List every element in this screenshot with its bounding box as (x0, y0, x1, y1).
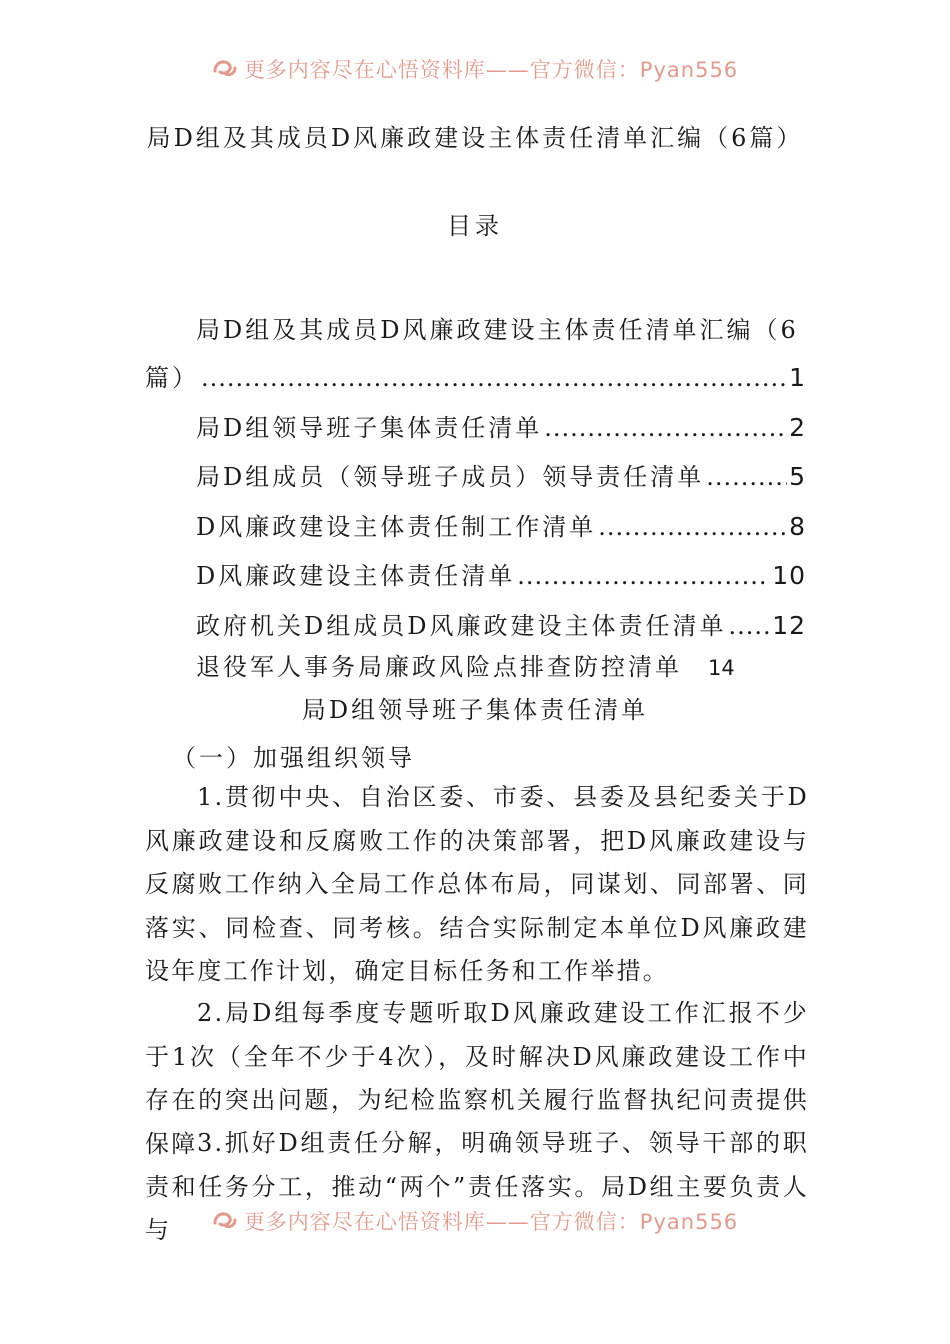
watermark-text: 更多内容尽在心悟资料库——官方微信：Pyan556 (243, 1210, 739, 1234)
toc-entry-label: D风廉政建设主体责任制工作清单 (196, 513, 597, 541)
toc-leader-dots (706, 463, 787, 491)
toc-entry-1-line2[interactable] (145, 358, 806, 393)
brand-logo-icon (212, 1207, 238, 1238)
toc-heading: 目录 (447, 212, 503, 240)
section-title: 局D组领导班子集体责任清单 (301, 696, 649, 724)
toc-leader-dots (201, 364, 787, 392)
toc-page-number: 10 (772, 561, 806, 590)
toc-page-number: 2 (789, 413, 806, 442)
toc-entry-label: D风廉政建设主体责任清单 (196, 562, 516, 590)
toc-leader-dots (598, 513, 787, 541)
subheading: （一）加强组织领导 (172, 744, 415, 772)
toc-entry-label: 局D组成员（领导班子成员）领导责任清单 (196, 463, 705, 491)
toc-page-number: 8 (789, 512, 806, 541)
toc-page-number: 14 (708, 656, 735, 680)
toc-entry[interactable] (196, 507, 806, 542)
toc-entry-label: 局D组领导班子集体责任清单 (196, 414, 543, 442)
watermark-header (0, 54, 950, 86)
toc-page-number: 12 (772, 611, 806, 640)
toc-entry-1-line1[interactable]: 局D组及其成员D风廉政建设主体责任清单汇编（6 (196, 316, 799, 344)
watermark-footer (0, 1206, 950, 1238)
body-paragraph-2: 2.局D组每季度专题听取D风廉政建设工作汇报不少于1次（全年不少于4次），及时解决D风廉政建设工作中存在的突出问题，为纪检监察机关履行监督执纪问责提供保障 (145, 999, 809, 1158)
document-title: 局D组及其成员D风廉政建设主体责任清单汇编（6篇） (146, 124, 804, 152)
toc-entry-label: 篇） (145, 364, 199, 392)
toc-leader-dots (517, 562, 770, 590)
body-paragraph-1: 1.贯彻中央、自治区委、市委、县委及县纪委关于D风廉政建设和反腐败工作的决策部署，把D风廉政建设与反腐败工作纳入全局工作总体布局，同谋划、同部署、同落实、同检查、同考核。结合实际制定本单位D风廉政建设年度工作计划，确定目标任务和工作举措。 (145, 783, 809, 985)
toc-entry[interactable] (196, 457, 806, 492)
toc-entry-last[interactable] (196, 647, 735, 682)
watermark-text: 更多内容尽在心悟资料库——官方微信：Pyan556 (243, 58, 739, 82)
toc-page-number: 5 (789, 462, 806, 491)
toc-entry-label: 退役军人事务局廉政风险点排查防控清单 (196, 653, 682, 681)
toc-leader-dots (544, 414, 787, 442)
toc-page-number: 1 (789, 363, 806, 392)
brand-logo-icon (212, 55, 238, 86)
toc-entry[interactable] (196, 408, 806, 443)
toc-leader-dots (728, 612, 770, 640)
toc-entry[interactable] (196, 556, 806, 591)
toc-entry[interactable] (196, 606, 806, 641)
toc-entry-label: 政府机关D组成员D风廉政建设主体责任清单 (196, 612, 727, 640)
body-paragraph-3: 3.抓好D组责任分解，明确领导班子、领导干部的职责和任务分工，推动“两个”责任落实。局D组主要负责人与 (145, 1129, 809, 1244)
